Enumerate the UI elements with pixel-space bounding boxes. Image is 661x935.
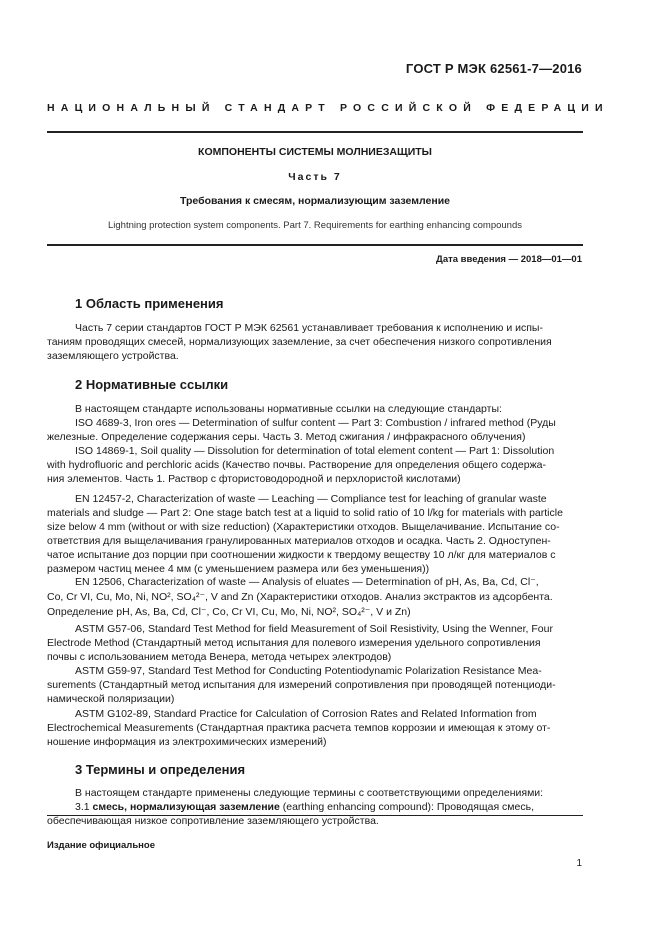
paragraph-line: В настоящем стандарте использованы нормативные ссылки на следующие стандарты: bbox=[75, 403, 502, 415]
part-label: Часть 7 bbox=[288, 171, 342, 183]
section-2-heading: 2 Нормативные ссылки bbox=[75, 377, 229, 392]
reference-line: with hydrofluoric and perchloric acids (Качество почвы. Растворение для определения общего содержа- bbox=[47, 459, 546, 471]
paragraph-line: заземляющего устройства. bbox=[47, 350, 179, 362]
term-number: 3.1 bbox=[75, 801, 90, 813]
official-edition-label: Издание официальное bbox=[47, 840, 155, 851]
reference-line: железные. Определение содержания серы. Часть 3. Метод сжигания / инфракрасного облучения) bbox=[47, 431, 526, 443]
reference-line: ASTM G59-97, Standard Test Method for Conducting Potentiodynamic Polarization Resistance Mea- bbox=[75, 665, 542, 677]
section-1-heading: 1 Область применения bbox=[75, 296, 224, 311]
page-number: 1 bbox=[576, 858, 582, 869]
reference-line: Electrode Method (Стандартный метод испытания для полевого измерения удельного сопротивления bbox=[47, 637, 541, 649]
reference-line: EN 12457-2, Characterization of waste — Leaching — Compliance test for leaching of granular waste bbox=[75, 493, 547, 505]
reference-line: ASTM G102-89, Standard Practice for Calculation of Corrosion Rates and Related Information from bbox=[75, 708, 537, 720]
english-title: Lightning protection system components. Part 7. Requirements for earthing enhancing compounds bbox=[107, 220, 522, 231]
reference-line: намической поляризации) bbox=[47, 693, 175, 705]
reference-line: size below 4 mm (without or with size reduction) (Характеристики отходов. Выщелачивание. Испытание со- bbox=[47, 521, 560, 533]
title-divider bbox=[47, 244, 583, 246]
reference-line: Electrochemical Measurements (Стандартная практика расчета темпов коррозии и имеющая к этому от- bbox=[47, 722, 551, 734]
paragraph-line: Часть 7 серии стандартов ГОСТ Р МЭК 62561 устанавливает требования к исполнению и испы- bbox=[75, 322, 543, 334]
paragraph-line: таниям проводящих смесей, нормализующих заземление, за счет обеспечения низкого сопротивления bbox=[47, 336, 552, 348]
term-line bbox=[75, 800, 583, 815]
document-subtitle: Требования к смесям, нормализующим заземление bbox=[179, 195, 451, 207]
reference-line: почвы с использованием метода Венера, метода четырех электродов) bbox=[47, 651, 392, 663]
reference-line: ISO 4689-3, Iron ores — Determination of sulfur content — Part 3: Combustion / infrared method (Руды bbox=[75, 417, 556, 429]
reference-line: ASTM G57-06, Standard Test Method for field Measurement of Soil Resistivity, Using the Wenner, Four bbox=[75, 623, 553, 635]
document-title: КОМПОНЕНТЫ СИСТЕМЫ МОЛНИЕЗАЩИТЫ bbox=[198, 146, 432, 158]
document-id: ГОСТ Р МЭК 62561-7—2016 bbox=[405, 61, 582, 76]
reference-line: ответствия для выщелачивания гранулированных материалов отходов и осадка. Часть 2. Одноступен- bbox=[47, 535, 551, 547]
term-definition: (earthing enhancing compound): Проводящая смесь, bbox=[279, 801, 534, 813]
term-name: смесь, нормализующая заземление bbox=[92, 801, 280, 813]
term-line: обеспечивающая низкое сопротивление заземляющего устройства. bbox=[47, 815, 379, 827]
top-divider bbox=[47, 131, 583, 133]
reference-line: ISO 14869-1, Soil quality — Dissolution for determination of total element content — Part 1: Dissolution bbox=[75, 445, 555, 457]
reference-line: materials and sludge — Part 2: One stage batch test at a liquid to solid ratio of 10 l/kg for materials with particle bbox=[47, 507, 563, 519]
reference-line: Определение pH, As, Ba, Cd, Cl⁻, Co, Cr VI, Cu, Mo, Ni, NO², SO₄²⁻, V и Zn) bbox=[47, 606, 411, 618]
section-3-heading: 3 Термины и определения bbox=[75, 762, 246, 777]
reference-line: Co, Cr VI, Cu, Mo, Ni, NO², SO₄²⁻, V and Zn (Характеристики отходов. Анализ экстрактов из адсорбента. bbox=[47, 591, 553, 603]
introduction-date: Дата введения — 2018—01—01 bbox=[436, 254, 582, 265]
national-standard-banner: НАЦИОНАЛЬНЫЙ СТАНДАРТ РОССИЙСКОЙ ФЕДЕРАЦИИ bbox=[47, 102, 609, 114]
footer-divider bbox=[47, 815, 583, 816]
paragraph-line: В настоящем стандарте применены следующие термины с соответствующими определениями: bbox=[75, 787, 544, 799]
reference-line: ношение информация из электрохимических измерений) bbox=[47, 736, 327, 748]
reference-line: чатое испытание доз порции при соотношении жидкости к твердому веществу 10 л/кг для материалов с bbox=[47, 549, 556, 561]
reference-line: размером частиц менее 4 мм (с уменьшением размера или без уменьшения)) bbox=[47, 563, 430, 575]
reference-line: surements (Стандартный метод испытания для измерений сопротивления при проводящей потенциоди- bbox=[47, 679, 556, 691]
reference-line: EN 12506, Characterization of waste — Analysis of eluates — Determination of pH, As, Ba, Cd, Cl⁻, bbox=[75, 576, 539, 588]
reference-line: ния элементов. Часть 1. Раствор с фтористоводородной и перхлористой кислотами) bbox=[47, 473, 461, 485]
